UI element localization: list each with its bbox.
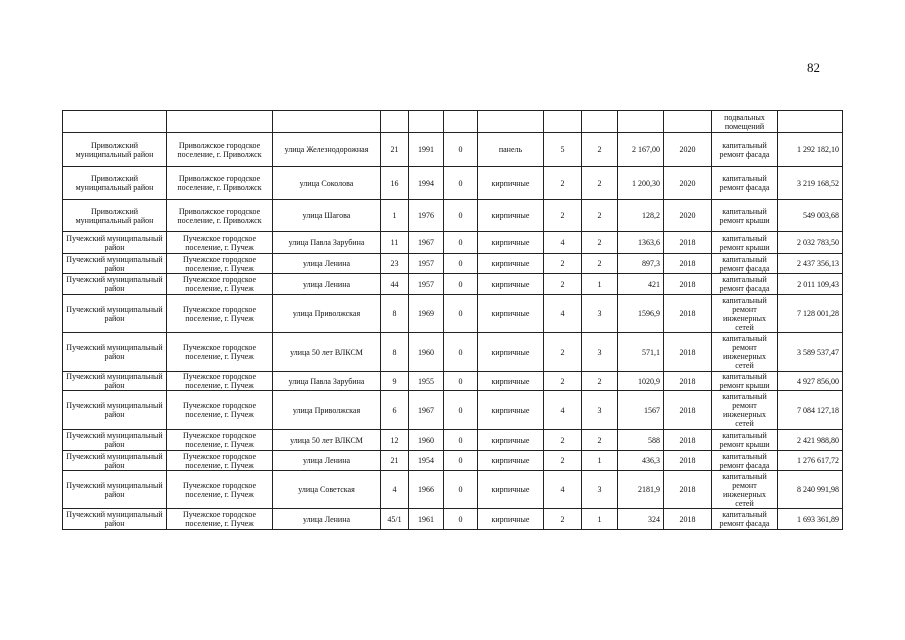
table-row — [63, 509, 843, 530]
cell-street: улица Приволжская — [273, 391, 381, 430]
cell-entrances: 3 — [582, 471, 618, 509]
cell-cost: 549 003,68 — [778, 200, 843, 232]
cell-flag: 0 — [444, 133, 478, 167]
cell-entrances — [582, 111, 618, 133]
cell-plan-year: 2018 — [664, 232, 712, 254]
cell-flag: 0 — [444, 232, 478, 254]
cell-entrances: 2 — [582, 232, 618, 254]
cell-district: Приволжский муниципальный район — [63, 200, 167, 232]
cell-work-type: капитальный ремонт фасада — [712, 133, 778, 167]
cell-material: кирпичные — [478, 451, 544, 471]
cell-house: 23 — [381, 254, 409, 274]
cell-work-type: капитальный ремонт фасада — [712, 254, 778, 274]
cell-year: 1955 — [409, 372, 444, 391]
cell-plan-year: 2020 — [664, 133, 712, 167]
cell-cost: 1 693 361,89 — [778, 509, 843, 530]
cell-settlement: Пучежское городское поселение, г. Пучеж — [167, 333, 273, 372]
cell-area: 128,2 — [618, 200, 664, 232]
table-row — [63, 391, 843, 430]
cell-street: улица Павла Зарубина — [273, 372, 381, 391]
cell-area: 1 200,30 — [618, 167, 664, 200]
cell-house: 12 — [381, 430, 409, 451]
cell-entrances: 2 — [582, 167, 618, 200]
table-row — [63, 471, 843, 509]
cell-floors — [544, 111, 582, 133]
cell-floors: 4 — [544, 295, 582, 333]
cell-entrances: 1 — [582, 509, 618, 530]
cell-plan-year: 2018 — [664, 333, 712, 372]
cell-floors: 2 — [544, 372, 582, 391]
cell-entrances: 1 — [582, 274, 618, 295]
cell-flag: 0 — [444, 295, 478, 333]
cell-house: 11 — [381, 232, 409, 254]
cell-work-type: капитальный ремонт инженерных сетей — [712, 295, 778, 333]
table-row — [63, 274, 843, 295]
cell-cost: 2 011 109,43 — [778, 274, 843, 295]
cell-floors: 4 — [544, 232, 582, 254]
cell-house: 21 — [381, 133, 409, 167]
cell-district: Пучежский муниципальный район — [63, 451, 167, 471]
cell-district: Пучежский муниципальный район — [63, 372, 167, 391]
table-row — [63, 254, 843, 274]
cell-flag: 0 — [444, 274, 478, 295]
cell-district: Пучежский муниципальный район — [63, 295, 167, 333]
cell-plan-year: 2018 — [664, 254, 712, 274]
cell-street: улица Ленина — [273, 509, 381, 530]
cell-work-type: капитальный ремонт инженерных сетей — [712, 333, 778, 372]
cell-material: кирпичные — [478, 295, 544, 333]
cell-material: кирпичные — [478, 391, 544, 430]
cell-settlement: Пучежское городское поселение, г. Пучеж — [167, 295, 273, 333]
cell-material — [478, 111, 544, 133]
cell-cost: 1 276 617,72 — [778, 451, 843, 471]
cell-year: 1967 — [409, 232, 444, 254]
cell-flag: 0 — [444, 509, 478, 530]
cell-year: 1994 — [409, 167, 444, 200]
cell-street: улица 50 лет ВЛКСМ — [273, 430, 381, 451]
cell-floors: 4 — [544, 391, 582, 430]
cell-house: 9 — [381, 372, 409, 391]
cell-settlement: Пучежское городское поселение, г. Пучеж — [167, 274, 273, 295]
cell-year: 1960 — [409, 430, 444, 451]
cell-settlement: Пучежское городское поселение, г. Пучеж — [167, 430, 273, 451]
cell-plan-year: 2018 — [664, 471, 712, 509]
cell-area: 1020,9 — [618, 372, 664, 391]
cell-entrances: 2 — [582, 430, 618, 451]
cell-district: Пучежский муниципальный район — [63, 430, 167, 451]
cell-district: Приволжский муниципальный район — [63, 167, 167, 200]
cell-plan-year: 2018 — [664, 274, 712, 295]
cell-plan-year — [664, 111, 712, 133]
cell-work-type: капитальный ремонт фасада — [712, 509, 778, 530]
cell-entrances: 3 — [582, 391, 618, 430]
cell-plan-year: 2018 — [664, 451, 712, 471]
cell-entrances: 2 — [582, 133, 618, 167]
table-row — [63, 232, 843, 254]
cell-district: Пучежский муниципальный район — [63, 333, 167, 372]
cell-house: 8 — [381, 295, 409, 333]
cell-settlement: Пучежское городское поселение, г. Пучеж — [167, 232, 273, 254]
cell-settlement — [167, 111, 273, 133]
cell-house — [381, 111, 409, 133]
cell-district — [63, 111, 167, 133]
cell-work-type: капитальный ремонт крыши — [712, 430, 778, 451]
cell-material: кирпичные — [478, 372, 544, 391]
cell-year: 1954 — [409, 451, 444, 471]
cell-material: панель — [478, 133, 544, 167]
cell-settlement: Пучежское городское поселение, г. Пучеж — [167, 254, 273, 274]
cell-settlement: Пучежское городское поселение, г. Пучеж — [167, 451, 273, 471]
cell-district: Приволжский муниципальный район — [63, 133, 167, 167]
cell-entrances: 2 — [582, 372, 618, 391]
cell-work-type: капитальный ремонт фасада — [712, 451, 778, 471]
cell-street: улица Ленина — [273, 254, 381, 274]
cell-area: 897,3 — [618, 254, 664, 274]
table-row — [63, 133, 843, 167]
cell-cost: 2 421 988,80 — [778, 430, 843, 451]
cell-area: 436,3 — [618, 451, 664, 471]
cell-district: Пучежский муниципальный район — [63, 274, 167, 295]
cell-street — [273, 111, 381, 133]
cell-year: 1976 — [409, 200, 444, 232]
cell-house: 4 — [381, 471, 409, 509]
cell-cost: 4 927 856,00 — [778, 372, 843, 391]
cell-entrances: 3 — [582, 295, 618, 333]
cell-flag: 0 — [444, 391, 478, 430]
cell-plan-year: 2018 — [664, 295, 712, 333]
cell-floors: 2 — [544, 200, 582, 232]
cell-district: Пучежский муниципальный район — [63, 471, 167, 509]
cell-entrances: 2 — [582, 254, 618, 274]
cell-settlement: Приволжское городское поселение, г. Приволжск — [167, 167, 273, 200]
cell-year: 1957 — [409, 274, 444, 295]
cell-cost: 2 032 783,50 — [778, 232, 843, 254]
cell-work-type: капитальный ремонт фасада — [712, 167, 778, 200]
cell-plan-year: 2018 — [664, 391, 712, 430]
cell-flag: 0 — [444, 471, 478, 509]
cell-floors: 2 — [544, 274, 582, 295]
cell-entrances: 3 — [582, 333, 618, 372]
cell-house: 6 — [381, 391, 409, 430]
cell-cost: 7 128 001,28 — [778, 295, 843, 333]
cell-material: кирпичные — [478, 509, 544, 530]
cell-entrances: 1 — [582, 451, 618, 471]
cell-house: 1 — [381, 200, 409, 232]
cell-floors: 4 — [544, 471, 582, 509]
cell-street: улица Железнодорожная — [273, 133, 381, 167]
cell-floors: 2 — [544, 167, 582, 200]
cell-flag: 0 — [444, 451, 478, 471]
cell-area — [618, 111, 664, 133]
cell-cost: 7 084 127,18 — [778, 391, 843, 430]
cell-house: 21 — [381, 451, 409, 471]
cell-material: кирпичные — [478, 333, 544, 372]
cell-flag: 0 — [444, 200, 478, 232]
table-row — [63, 200, 843, 232]
cell-area: 324 — [618, 509, 664, 530]
cell-street: улица 50 лет ВЛКСМ — [273, 333, 381, 372]
cell-year: 1961 — [409, 509, 444, 530]
cell-material: кирпичные — [478, 471, 544, 509]
table-row — [63, 333, 843, 372]
cell-entrances: 2 — [582, 200, 618, 232]
cell-material: кирпичные — [478, 274, 544, 295]
cell-flag: 0 — [444, 333, 478, 372]
cell-year: 1991 — [409, 133, 444, 167]
cell-area: 2181,9 — [618, 471, 664, 509]
table-row-continuation — [63, 111, 843, 133]
table-row — [63, 451, 843, 471]
cell-area: 1596,9 — [618, 295, 664, 333]
cell-year: 1969 — [409, 295, 444, 333]
cell-street: улица Ленина — [273, 274, 381, 295]
cell-floors: 2 — [544, 333, 582, 372]
cell-house: 8 — [381, 333, 409, 372]
cell-work-type: капитальный ремонт фасада — [712, 274, 778, 295]
cell-cost: 1 292 182,10 — [778, 133, 843, 167]
cell-house: 16 — [381, 167, 409, 200]
cell-material: кирпичные — [478, 254, 544, 274]
cell-year: 1966 — [409, 471, 444, 509]
cell-district: Пучежский муниципальный район — [63, 391, 167, 430]
page-number: 82 — [807, 60, 820, 75]
cell-work-type: капитальный ремонт крыши — [712, 372, 778, 391]
cell-cost: 3 589 537,47 — [778, 333, 843, 372]
table-row — [63, 295, 843, 333]
cell-work-type: капитальный ремонт инженерных сетей — [712, 471, 778, 509]
cell-floors: 2 — [544, 509, 582, 530]
cell-street: улица Советская — [273, 471, 381, 509]
cell-street: улица Соколова — [273, 167, 381, 200]
cell-plan-year: 2018 — [664, 372, 712, 391]
cell-year: 1957 — [409, 254, 444, 274]
cell-floors: 2 — [544, 254, 582, 274]
cell-plan-year: 2020 — [664, 167, 712, 200]
cell-district: Пучежский муниципальный район — [63, 254, 167, 274]
cell-settlement: Приволжское городское поселение, г. Приволжск — [167, 133, 273, 167]
cell-plan-year: 2020 — [664, 200, 712, 232]
cell-settlement: Приволжское городское поселение, г. Приволжск — [167, 200, 273, 232]
cell-street: улица Шагова — [273, 200, 381, 232]
housing-repair-table — [62, 110, 843, 530]
cell-cost — [778, 111, 843, 133]
cell-district: Пучежский муниципальный район — [63, 232, 167, 254]
cell-area: 1363,6 — [618, 232, 664, 254]
cell-work-type: капитальный ремонт крыши — [712, 200, 778, 232]
cell-work-type: подвальных помещений — [712, 111, 778, 133]
cell-area: 2 167,00 — [618, 133, 664, 167]
cell-material: кирпичные — [478, 167, 544, 200]
cell-settlement: Пучежское городское поселение, г. Пучеж — [167, 391, 273, 430]
cell-floors: 2 — [544, 430, 582, 451]
table-row — [63, 167, 843, 200]
cell-year — [409, 111, 444, 133]
cell-house: 45/1 — [381, 509, 409, 530]
cell-street: улица Ленина — [273, 451, 381, 471]
cell-district: Пучежский муниципальный район — [63, 509, 167, 530]
cell-flag — [444, 111, 478, 133]
cell-flag: 0 — [444, 372, 478, 391]
cell-cost: 3 219 168,52 — [778, 167, 843, 200]
cell-settlement: Пучежское городское поселение, г. Пучеж — [167, 509, 273, 530]
cell-work-type: капитальный ремонт инженерных сетей — [712, 391, 778, 430]
cell-street: улица Приволжская — [273, 295, 381, 333]
cell-cost: 8 240 991,98 — [778, 471, 843, 509]
cell-flag: 0 — [444, 430, 478, 451]
table-row — [63, 430, 843, 451]
cell-cost: 2 437 356,13 — [778, 254, 843, 274]
cell-flag: 0 — [444, 167, 478, 200]
cell-area: 421 — [618, 274, 664, 295]
cell-material: кирпичные — [478, 430, 544, 451]
table-row — [63, 372, 843, 391]
cell-material: кирпичные — [478, 200, 544, 232]
cell-plan-year: 2018 — [664, 509, 712, 530]
cell-floors: 2 — [544, 451, 582, 471]
cell-settlement: Пучежское городское поселение, г. Пучеж — [167, 372, 273, 391]
cell-material: кирпичные — [478, 232, 544, 254]
cell-year: 1960 — [409, 333, 444, 372]
cell-floors: 5 — [544, 133, 582, 167]
cell-house: 44 — [381, 274, 409, 295]
cell-year: 1967 — [409, 391, 444, 430]
cell-flag: 0 — [444, 254, 478, 274]
cell-plan-year: 2018 — [664, 430, 712, 451]
cell-street: улица Павла Зарубина — [273, 232, 381, 254]
cell-settlement: Пучежское городское поселение, г. Пучеж — [167, 471, 273, 509]
cell-area: 1567 — [618, 391, 664, 430]
cell-work-type: капитальный ремонт крыши — [712, 232, 778, 254]
cell-area: 588 — [618, 430, 664, 451]
cell-area: 571,1 — [618, 333, 664, 372]
